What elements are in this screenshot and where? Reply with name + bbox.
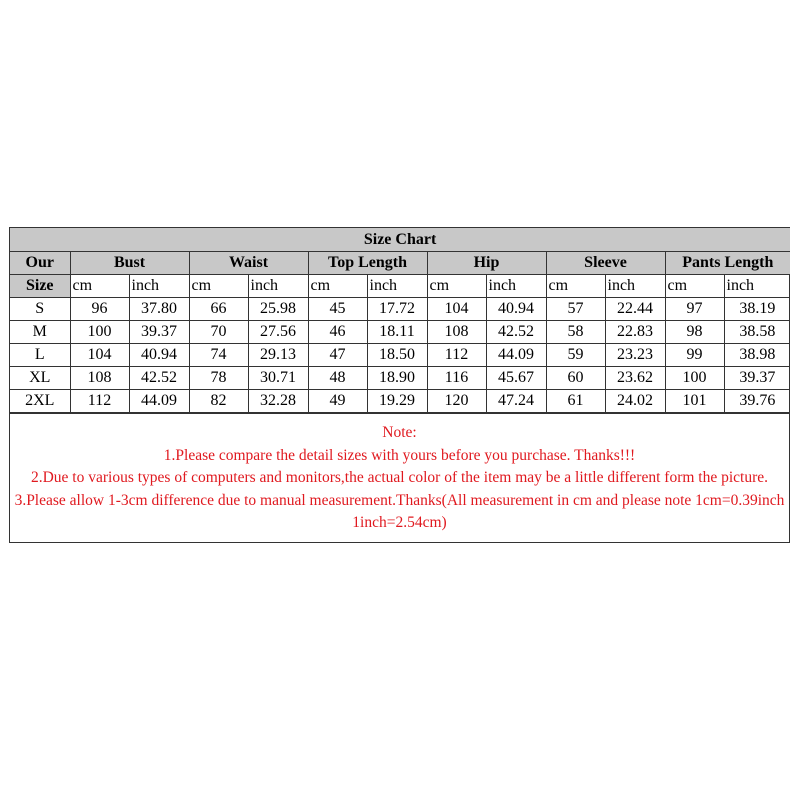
measurement-cell: 25.98 xyxy=(248,298,308,321)
measurement-cell: 44.09 xyxy=(129,390,189,413)
measurement-cell: 42.52 xyxy=(129,367,189,390)
measurement-cell: 60 xyxy=(546,367,605,390)
measurement-cell: 61 xyxy=(546,390,605,413)
measurement-cell: 100 xyxy=(70,321,129,344)
notes-section xyxy=(10,413,789,542)
measurement-cell: 100 xyxy=(665,367,724,390)
measurement-cell: 58 xyxy=(546,321,605,344)
measurement-cell: 37.80 xyxy=(129,298,189,321)
measurement-cell: 46 xyxy=(308,321,367,344)
measurement-cell: 32.28 xyxy=(248,390,308,413)
unit-header-inch: inch xyxy=(367,275,427,298)
measurement-cell: 44.09 xyxy=(486,344,546,367)
measurement-cell: 74 xyxy=(189,344,248,367)
measurement-cell: 18.90 xyxy=(367,367,427,390)
table-row xyxy=(10,344,790,367)
measurement-cell: 18.50 xyxy=(367,344,427,367)
size-label-cell: XL xyxy=(10,367,70,390)
note-line-3: 3.Please allow 1-3cm difference due to manual measurement.Thanks(All measurement in cm and please note 1cm=0.39inch 1inch=2.54cm) xyxy=(14,491,785,531)
measurement-cell: 66 xyxy=(189,298,248,321)
unit-header-cm: cm xyxy=(308,275,367,298)
group-header-hip: Hip xyxy=(427,252,546,275)
measurement-cell: 97 xyxy=(665,298,724,321)
measurement-cell: 38.58 xyxy=(724,321,790,344)
measurement-cell: 48 xyxy=(308,367,367,390)
measurement-cell: 49 xyxy=(308,390,367,413)
unit-header-inch: inch xyxy=(486,275,546,298)
unit-header-cm: cm xyxy=(665,275,724,298)
measurement-cell: 40.94 xyxy=(486,298,546,321)
unit-header-inch: inch xyxy=(724,275,790,298)
note-line-1: 1.Please compare the detail sizes with yours before you purchase. Thanks!!! xyxy=(163,446,636,464)
group-header-top-length: Top Length xyxy=(308,252,427,275)
size-chart xyxy=(9,227,790,543)
measurement-cell: 30.71 xyxy=(248,367,308,390)
measurement-cell: 108 xyxy=(70,367,129,390)
measurement-cell: 82 xyxy=(189,390,248,413)
measurement-cell: 78 xyxy=(189,367,248,390)
size-label-cell: M xyxy=(10,321,70,344)
measurement-cell: 112 xyxy=(70,390,129,413)
table-row xyxy=(10,390,790,413)
measurement-cell: 47 xyxy=(308,344,367,367)
measurement-cell: 70 xyxy=(189,321,248,344)
measurement-cell: 108 xyxy=(427,321,486,344)
measurement-cell: 47.24 xyxy=(486,390,546,413)
measurement-cell: 57 xyxy=(546,298,605,321)
measurement-cell: 39.37 xyxy=(724,367,790,390)
group-header-sleeve: Sleeve xyxy=(546,252,665,275)
measurement-cell: 101 xyxy=(665,390,724,413)
size-label-cell: L xyxy=(10,344,70,367)
size-label-cell: 2XL xyxy=(10,390,70,413)
size-header-bottom: Size xyxy=(10,275,70,298)
measurement-cell: 59 xyxy=(546,344,605,367)
measurement-cell: 17.72 xyxy=(367,298,427,321)
measurement-cell: 29.13 xyxy=(248,344,308,367)
table-row xyxy=(10,321,790,344)
size-label-cell: S xyxy=(10,298,70,321)
size-header-top: Our xyxy=(10,252,70,275)
measurement-cell: 99 xyxy=(665,344,724,367)
measurement-cell: 104 xyxy=(70,344,129,367)
measurement-cell: 24.02 xyxy=(605,390,665,413)
unit-header-cm: cm xyxy=(189,275,248,298)
measurement-cell: 45.67 xyxy=(486,367,546,390)
unit-header-inch: inch xyxy=(248,275,308,298)
table-row xyxy=(10,367,790,390)
measurement-cell: 98 xyxy=(665,321,724,344)
measurement-cell: 22.44 xyxy=(605,298,665,321)
notes-heading: Note: xyxy=(382,424,417,441)
measurement-cell: 22.83 xyxy=(605,321,665,344)
measurement-cell: 27.56 xyxy=(248,321,308,344)
measurement-cell: 112 xyxy=(427,344,486,367)
measurement-cell: 23.23 xyxy=(605,344,665,367)
note-line-2: 2.Due to various types of computers and monitors,the actual color of the item may be a little different form the picture. xyxy=(30,469,769,486)
unit-header-cm: cm xyxy=(546,275,605,298)
measurement-cell: 40.94 xyxy=(129,344,189,367)
measurement-cell: 19.29 xyxy=(367,390,427,413)
measurement-cell: 38.19 xyxy=(724,298,790,321)
unit-header-inch: inch xyxy=(605,275,665,298)
group-header-bust: Bust xyxy=(70,252,189,275)
unit-header-cm: cm xyxy=(427,275,486,298)
measurement-cell: 120 xyxy=(427,390,486,413)
measurement-cell: 116 xyxy=(427,367,486,390)
group-header-waist: Waist xyxy=(189,252,308,275)
unit-header-inch: inch xyxy=(129,275,189,298)
measurement-cell: 23.62 xyxy=(605,367,665,390)
measurement-cell: 42.52 xyxy=(486,321,546,344)
table-row xyxy=(10,298,790,321)
unit-header-cm: cm xyxy=(70,275,129,298)
measurement-cell: 39.37 xyxy=(129,321,189,344)
unit-row xyxy=(10,275,790,298)
measurement-cell: 18.11 xyxy=(367,321,427,344)
measurement-cell: 96 xyxy=(70,298,129,321)
measurement-cell: 39.76 xyxy=(724,390,790,413)
table-title: Size Chart xyxy=(10,228,790,252)
size-table xyxy=(10,228,790,413)
measurement-cell: 104 xyxy=(427,298,486,321)
measurement-cell: 38.98 xyxy=(724,344,790,367)
group-header-pants-length: Pants Length xyxy=(665,252,790,275)
measurement-cell: 45 xyxy=(308,298,367,321)
